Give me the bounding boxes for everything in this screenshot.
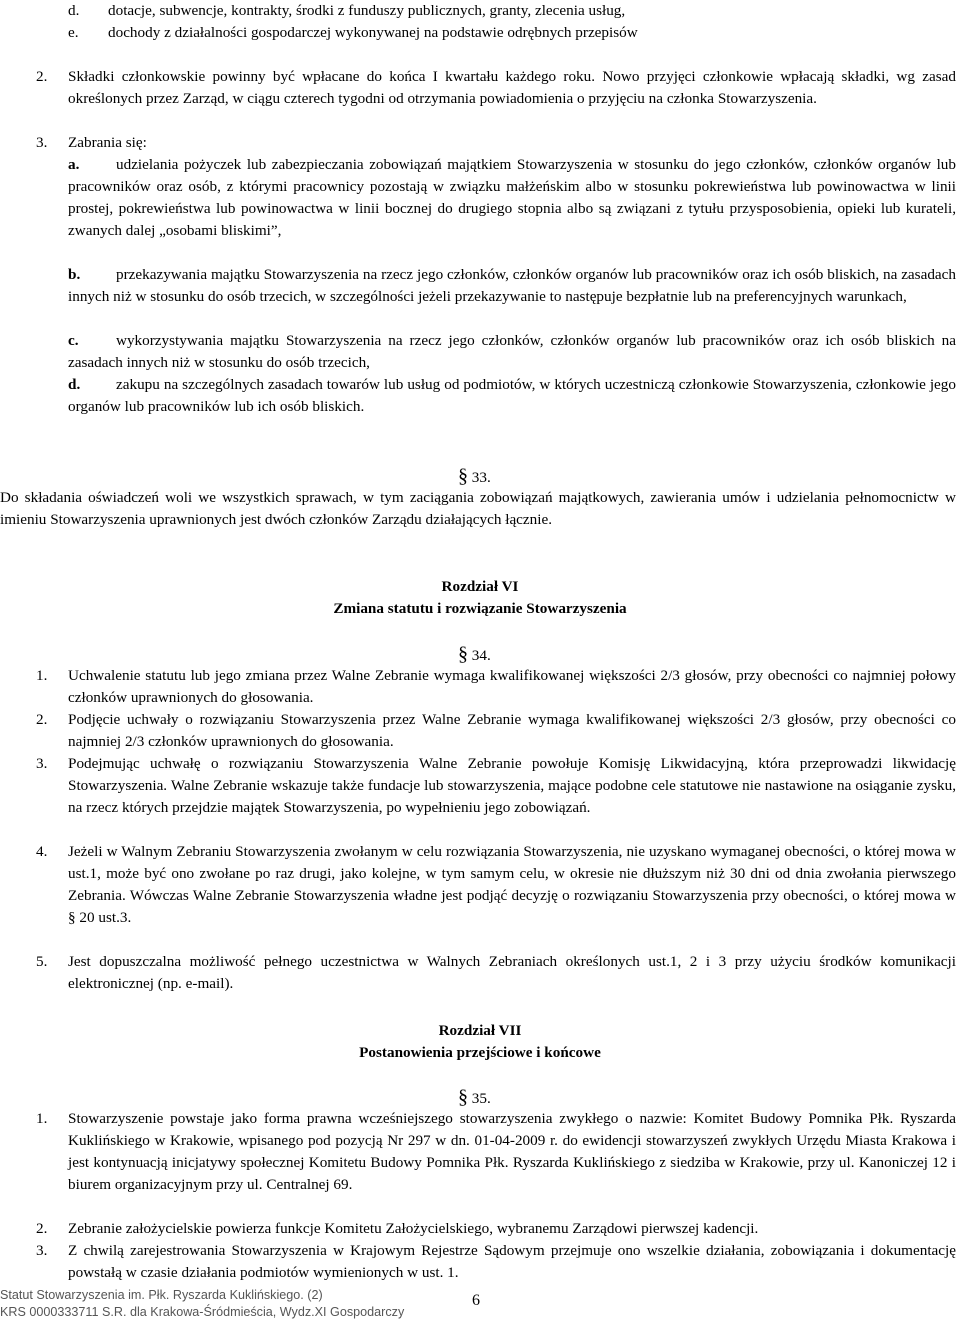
list-label: 1. (36, 1110, 48, 1127)
section-number: 35. (471, 1090, 491, 1107)
section-35-item-2 (36, 1218, 956, 1240)
section-34-item-5 (36, 951, 956, 995)
section-34-item-1 (36, 665, 956, 709)
section-35-item-1 (36, 1108, 956, 1196)
list-label: 5. (36, 953, 48, 970)
list-item-e (68, 22, 956, 44)
section-34-item-3 (36, 753, 956, 819)
list-label: c. (68, 332, 79, 349)
list-label: a. (68, 156, 80, 173)
list-text: Jest dopuszczalna możliwość pełnego uczestnictwa w Walnych Zebraniach określonych ust.1, 2 i 3 przy użyciu środków komunikacji elektronicznej (np. e-mail). (68, 953, 956, 992)
chapter-title: Rozdział VII (438, 1022, 522, 1039)
section-number: 34. (471, 647, 491, 664)
list-item-d (68, 0, 956, 22)
list-text: Stowarzyszenie powstaje jako forma prawna wcześniejszego stowarzyszenia zwykłego o nazwie: Komitet Budowy Pomnika Płk. Ryszarda Kuklińskiego w Krakowie, wpisanego pod pozycją Nr 297 w dn. 01-04-2009 r. do ewidencji stowarzyszeń zwykłych Urzędu Miasta Krakowa i jest kontynuacją inicjatywy społecznej Komitetu Budowy Pomnika Płk. Ryszarda Kuklińskiego z siedziba w Krakowie, przy ul. Kanoniczej 12 i biurem organizacyjnym przy ul. Centralnej 69. (68, 1110, 956, 1193)
list-label: 1. (36, 667, 48, 684)
section-number: 33. (471, 469, 491, 486)
paragraph-sign: § (458, 1086, 468, 1108)
section-33-text: Do składania oświadczeń woli we wszystkich sprawach, w tym zaciągania zobowiązań majątkowych, zawierania umów i udzielania pełnomocnictw w imieniu Stowarzyszenia uprawnionych jest dwóch członków Zarządu działających łącznie. (0, 489, 956, 528)
section-35-heading (458, 1086, 491, 1110)
paragraph-sign: § (458, 465, 468, 487)
list-label: 3. (36, 134, 48, 151)
list-label: e. (68, 24, 79, 41)
list-label: 2. (36, 68, 48, 85)
list-text: Zebranie założycielskie powierza funkcje Komitetu Założycielskiego, wybranemu Zarządowi pierwszej kadencji. (68, 1220, 759, 1237)
list-label: 2. (36, 1220, 48, 1237)
list-item-3 (36, 132, 956, 154)
prohibition-b (68, 264, 956, 308)
list-text: dotacje, subwencje, kontrakty, środki z funduszy publicznych, granty, zlecenia usług, (108, 2, 626, 19)
list-text: Składki członkowskie powinny być wpłacane do końca I kwartału każdego roku. Nowo przyjęci członkowie wpłacają składki, wg zasad określonych przez Zarząd, w ciągu czterech tygodni od otrzymania powiadomienia o przyjęciu na członka Stowarzyszenia. (68, 68, 956, 107)
section-34-item-4 (36, 841, 956, 929)
page-number: 6 (472, 1292, 480, 1309)
list-label: d. (68, 376, 81, 393)
section-34-item-2 (36, 709, 956, 753)
list-text: Podjęcie uchwały o rozwiązaniu Stowarzyszenia przez Walne Zebranie wymaga kwalifikowanej większości 2/3 głosów, przy obecności co najmniej 2/3 członków uprawnionych do głosowania. (68, 711, 956, 750)
list-text: wykorzystywania majątku Stowarzyszenia na rzecz jego członków, członków organów lub pracowników oraz ich osób bliskich na zasadach innych niż w stosunku do osób trzecich, (68, 332, 956, 371)
section-34-heading (458, 643, 491, 667)
list-text: Podejmując uchwałę o rozwiązaniu Stowarzyszenia Walne Zebranie powołuje Komisję Likwidacyjną, która przeprowadzi likwidację Stowarzyszenia. Walne Zebranie wskazuje także fundacje lub stowarzyszenia, mające podobne cele statutowe nie nastawione na osiąganie zysku, na rzecz których przejdzie majątek Stowarzyszenia, po wypełnieniu jego zobowiązań. (68, 755, 956, 816)
list-label: d. (68, 2, 80, 19)
chapter-title: Rozdział VI (441, 578, 519, 595)
list-label: 3. (36, 755, 48, 772)
list-text: Z chwilą zarejestrowania Stowarzyszenia w Krajowym Rejestrze Sądowym przejmuje ono wszelkie działania, zobowiązania i dokumentację powstałą w czasie działania podmiotów wymienionych w ust. 1. (68, 1242, 956, 1281)
list-text: Uchwalenie statutu lub jego zmiana przez Walne Zebranie wymaga kwalifikowanej większości 2/3 głosów, przy obecności co najmniej połowy członków uprawnionych do głosowania. (68, 667, 956, 706)
prohibition-a (68, 154, 956, 242)
chapter-subtitle: Zmiana statutu i rozwiązanie Stowarzyszenia (333, 600, 627, 617)
footer-line-2: KRS 0000333711 S.R. dla Krakowa-Śródmieścia, Wydz.XI Gospodarczy (0, 1305, 405, 1319)
footer-line-1: Statut Stowarzyszenia im. Płk. Ryszarda Kuklińskiego. (2) (0, 1288, 323, 1302)
list-item-2 (36, 66, 956, 110)
list-label: 2. (36, 711, 48, 728)
chapter-subtitle: Postanowienia przejściowe i końcowe (359, 1044, 601, 1061)
list-label: 3. (36, 1242, 48, 1259)
section-35-item-3 (36, 1240, 956, 1284)
list-label: 4. (36, 843, 48, 860)
list-text: Zabrania się: (68, 134, 147, 151)
list-text: Jeżeli w Walnym Zebraniu Stowarzyszenia zwołanym w celu rozwiązania Stowarzyszenia, nie uzyskano wymaganej obecności, o której mowa w ust.1, może być ono zwołane po raz drugi, jako kolejne, w tym samym celu, w okresie nie dłuższym niż 30 dni od dnia zwołania pierwszego Zebrania. Wówczas Walne Zebranie Stowarzyszenia władne jest podjąć decyzję o rozwiązaniu Stowarzyszenia przy obecności, o której mowa w § 20 ust.3. (68, 843, 956, 926)
list-label: b. (68, 266, 81, 283)
list-text: udzielania pożyczek lub zabezpieczania zobowiązań majątkiem Stowarzyszenia w stosunku do jego członków, członków organów lub pracowników oraz osób, z którymi pracownicy pozostają w związku małżeńskim albo w stosunku pokrewieństwa lub powinowactwa w linii prostej, pokrewieństwa lub powinowactwa w linii bocznej do drugiego stopnia albo są związani z tytułu przysposobienia, opieki lub kurateli, zwanych dalej „osobami bliskimi”, (68, 156, 956, 239)
list-text: przekazywania majątku Stowarzyszenia na rzecz jego członków, członków organów lub pracowników oraz ich osób bliskich, na zasadach innych niż w stosunku do osób trzecich, w szczególności jeżeli przekazywanie to następuje bezpłatnie lub na preferencyjnych warunkach, (68, 266, 956, 305)
list-text: dochody z działalności gospodarczej wykonywanej na podstawie odrębnych przepisów (108, 24, 638, 41)
prohibition-c (68, 330, 956, 374)
section-33-heading (458, 465, 491, 489)
prohibition-d (68, 374, 956, 418)
paragraph-sign: § (458, 643, 468, 665)
list-text: zakupu na szczególnych zasadach towarów lub usług od podmiotów, w których uczestniczą członkowie Stowarzyszenia, członkowie jego organów lub pracowników lub ich osób bliskich. (68, 376, 956, 415)
